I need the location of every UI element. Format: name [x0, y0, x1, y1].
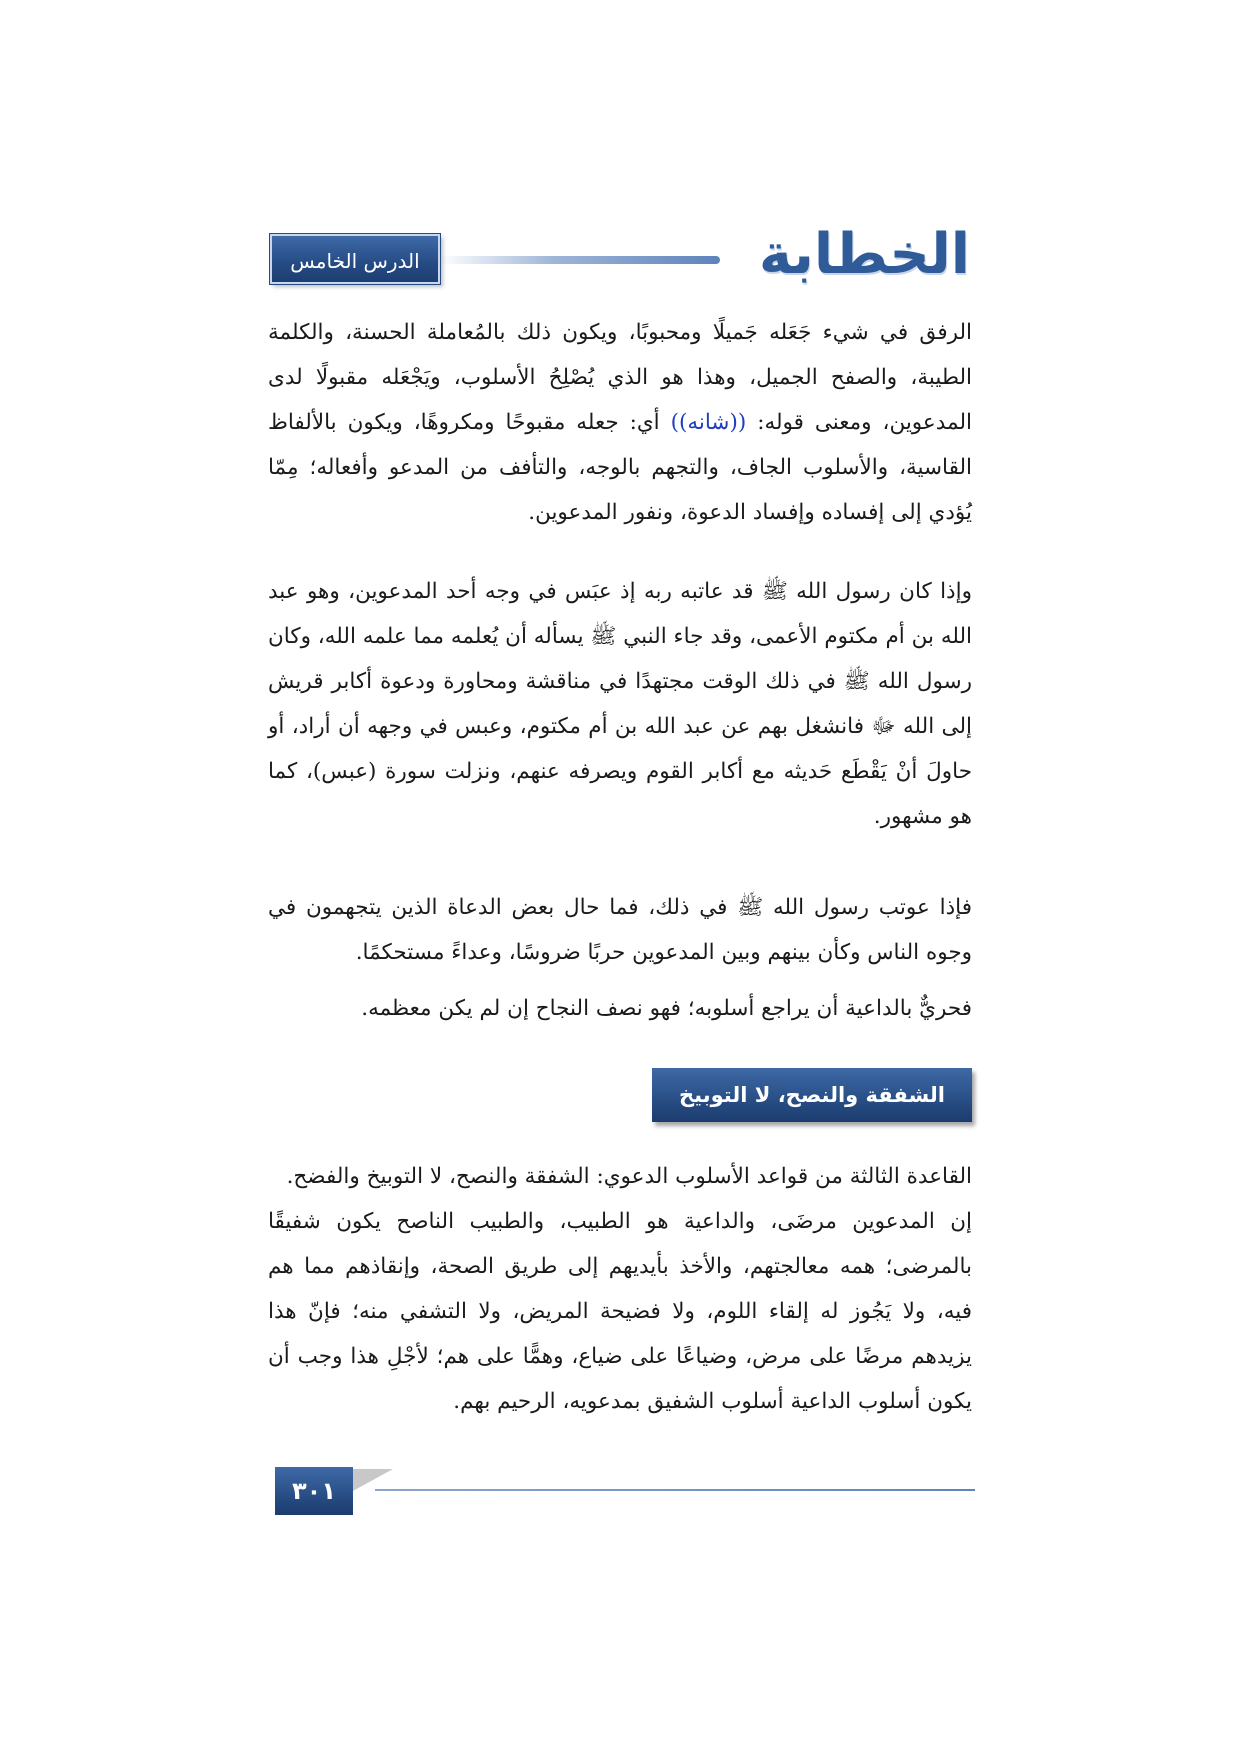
page-footer	[275, 1467, 975, 1517]
section-body	[268, 1154, 972, 1424]
page-number: ٣٠١	[275, 1467, 353, 1515]
hadith-quote: ((شانه))	[670, 410, 747, 435]
paragraph-4-text: فحريٌّ بالداعية أن يراجع أسلوبه؛ فهو نصف النجاح إن لم يكن معظمه.	[361, 996, 972, 1021]
paragraph-6-text: إن المدعوين مرضَى، والداعية هو الطبيب، والطبيب الناصح يكون شفيقًا بالمرضى؛ همه معالجتهم، والأخذ بأيديهم إلى طريق الصحة، وإنقاذهم مما هم فيه، ولا يَجُوز له إلقاء اللوم، ولا فضيحة المريض، ولا التشفي منه؛ فإنّ هذا يزيدهم مرضًا على مرض، وضياعًا على ضياع، وهمًّا على هم؛ لأجْلِ هذا وجب أن يكون أسلوب الداعية أسلوب الشفيق بمدعويه، الرحيم بهم.	[268, 1209, 972, 1414]
paragraph-1-text	[268, 310, 972, 535]
p1-before-quote: الرفق في شيء جَعَله جَميلًا ومحبوبًا، ويكون ذلك بالمُعاملة الحسنة، والكلمة الطيبة، والصفح الجميل، وهذا هو الذي يُصْلِحُ الأسلوب، ويَجْعَله مقبولًا لدى المدعوين، ومعنى قوله:	[268, 320, 972, 435]
page-header	[270, 222, 970, 323]
section-heading: الشفقة والنصح، لا التوبيخ والفضح	[652, 1068, 972, 1122]
footer-divider	[375, 1489, 975, 1491]
paragraph-2	[268, 569, 972, 839]
paragraph-4	[268, 986, 972, 1031]
book-title: الخطابة	[758, 222, 970, 287]
paragraph-3-text: فإذا عوتب رسول الله ﷺ في ذلك، فما حال بعض الدعاة الذين يتجهمون في وجوه الناس وكأن بينهم وبين المدعوين حربًا ضروسًا، وعداءً مستحكمًا.	[268, 895, 972, 965]
p1-after-quote: أي: جعله مقبوحًا ومكروهًا، ويكون بالألفاظ القاسية، والأسلوب الجاف، والتجهم بالوجه، والتأفف من المدعو وأفعاله؛ مِمّا يُؤدي إلى إفساده وإفساد الدعوة، ونفور المدعوين.	[268, 410, 972, 525]
paragraph-3	[268, 885, 972, 975]
paragraph-1	[268, 310, 972, 535]
lesson-badge: الدرس الخامس عشر	[270, 234, 440, 284]
paragraph-2-text: وإذا كان رسول الله ﷺ قد عاتبه ربه إذ عبَس في وجه أحد المدعوين، وهو عبد الله بن أم مكتوم الأعمى، وقد جاء النبي ﷺ يسأله أن يُعلمه مما علمه الله، وكان رسول الله ﷺ في ذلك الوقت مجتهدًا في مناقشة ومحاورة ودعوة أكابر قريش إلى الله ﷻ فانشغل بهم عن عبد الله بن أم مكتوم، وعبس في وجهه أن أراد، أو حاولَ أنْ يَقْطَع حَديثه مع أكابر القوم ويصرفه عنهم، ونزلت سورة (عبس)، كما هو مشهور.	[268, 579, 972, 829]
paragraph-5-text: القاعدة الثالثة من قواعد الأسلوب الدعوي: الشفقة والنصح، لا التوبيخ والفضح.	[286, 1164, 972, 1189]
header-divider	[440, 256, 720, 264]
footer-wedge-decoration	[353, 1469, 393, 1491]
